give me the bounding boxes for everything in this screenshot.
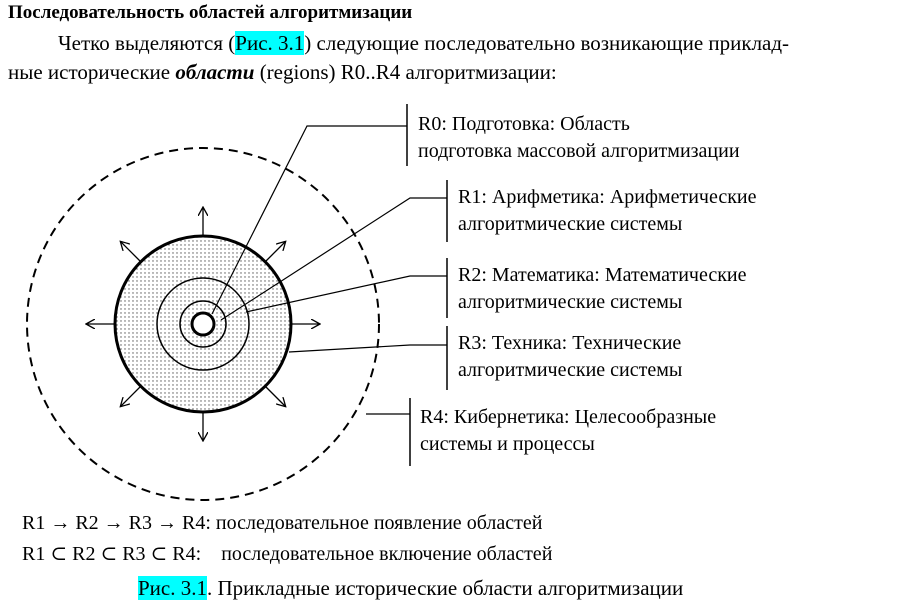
region-r3-title: R3: Техника: Технические — [458, 332, 682, 354]
caption-text: . Прикладные исторические области алгоритмизации — [207, 576, 684, 600]
figure-caption — [138, 576, 683, 601]
region-r4-desc: системы и процессы — [420, 433, 595, 455]
arrow-down-right — [265, 386, 285, 406]
figure-reference-link[interactable]: Рис. 3.1 — [235, 31, 305, 55]
arrow-up-right — [265, 242, 285, 262]
region-label-r2 — [458, 262, 747, 316]
region-label-r1 — [458, 184, 757, 238]
region-r2-title: R2: Математика: Математические — [458, 264, 747, 286]
intro-text-a: Четко выделяются ( — [58, 31, 236, 55]
leader-r3 — [289, 345, 447, 352]
relation-inclusion: R1 ⊂ R2 ⊂ R3 ⊂ R4: последовательное включение областей — [22, 543, 553, 565]
intro-line-1 — [58, 31, 789, 56]
region-r3-desc: алгоритмические системы — [458, 359, 683, 381]
arrow-up-left — [121, 242, 141, 262]
region-r0-core-circle — [192, 313, 214, 335]
region-r4-title: R4: Кибернетика: Целесообразные — [420, 406, 717, 428]
region-r2-desc: алгоритмические системы — [458, 291, 683, 313]
arrow-down-left — [121, 386, 141, 406]
relation-sequence: R1 → R2 → R3 → R4: последовательное появление областей — [22, 512, 543, 534]
region-r1-desc: алгоритмические системы — [458, 213, 683, 235]
region-r0-desc: подготовка массовой алгоритмизации — [418, 140, 740, 162]
region-r0-title: R0: Подготовка: Область — [418, 113, 630, 135]
intro-text-b: ) следующие последовательно возникающие приклад- — [304, 31, 790, 55]
region-label-r0 — [418, 111, 740, 165]
intro-emphasis: области — [175, 60, 255, 84]
region-label-r3 — [458, 330, 682, 384]
section-heading: Последовательность областей алгоритмизации — [8, 2, 413, 23]
intro-line-2 — [8, 60, 557, 85]
region-r1-title: R1: Арифметика: Арифметические — [458, 186, 757, 208]
intro-text-d: (regions) R0..R4 алгоритмизации: — [254, 60, 557, 84]
intro-text-c: ные исторические — [8, 60, 176, 84]
region-label-r4 — [420, 404, 716, 458]
caption-figure-ref[interactable]: Рис. 3.1 — [138, 576, 207, 600]
